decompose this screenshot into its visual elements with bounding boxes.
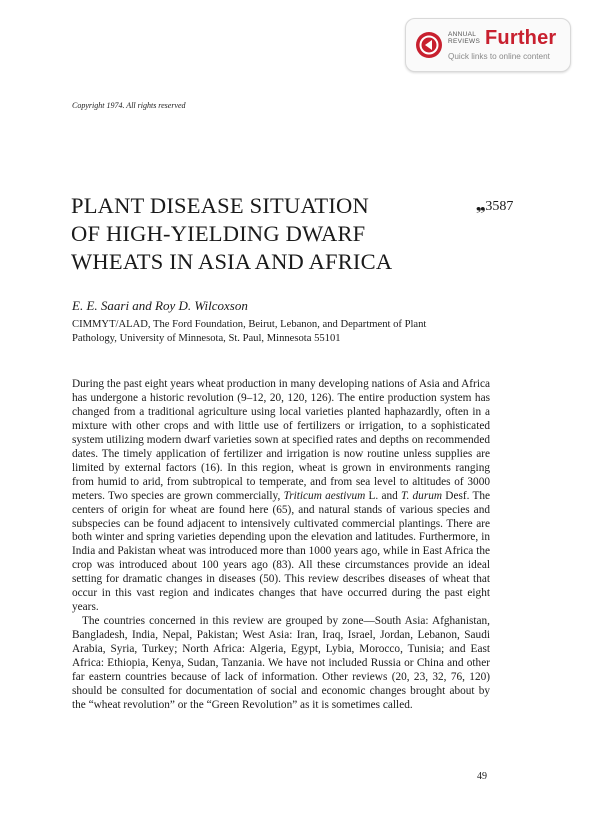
title-line: WHEATS IN ASIA AND AFRICA (71, 249, 393, 274)
species-name: T. durum (401, 489, 443, 502)
title-line: OF HIGH-YIELDING DWARF (71, 221, 366, 246)
further-logo-icon (416, 32, 442, 58)
article-id-marker: ❠3587 (476, 199, 514, 214)
annual-reviews-further-badge[interactable] (405, 18, 571, 72)
title-line: PLANT DISEASE SITUATION (71, 193, 369, 218)
copyright-notice: Copyright 1974. All rights reserved (72, 101, 186, 110)
page-number: 49 (477, 771, 487, 782)
species-name: Triticum aestivum (283, 489, 366, 502)
badge-annual-reviews-label: ANNUAL REVIEWS (448, 31, 481, 45)
article-body (72, 378, 490, 713)
affiliation: CIMMYT/ALAD, The Ford Foundation, Beirut, Lebanon, and Department of Plant Pathology, University of Minnesota, St. Paul, Minnesota 55101 (72, 319, 427, 344)
badge-subtitle: Quick links to online content (448, 52, 550, 61)
badge-further-label: Further (485, 27, 557, 49)
paragraph-intro: During the past eight years wheat production in many developing nations of Asia and Africa has undergone a historic revolution (9–12, 20, 120, 126). The entire production system has changed from a traditional agriculture using local varieties planted haphazardly, often in a mixture with other crops and with little use of fertilizers or irrigation, to a sophisticated system utilizing modern dwarf varieties sown at specified rates and depths on recommended dates. The timely application of fertilizer and irrigation is now routine unless supplies are limited by external factors (16). In this region, wheat is grown in environments ranging from humid to arid, from subtropical to temperate, and from sea level to altitudes of 3000 meters. Two species are grown commercially, Triticum aestivum L. and T. durum Desf. The centers of origin for wheat are found here (65), and natural stands of various species and subspecies can be found adjacent to intensively cultivated commercial plantings. There are both winter and spring varieties depending upon the elevation and latitudes. Furthermore, in India and Pakistan wheat was introduced more than 1000 years ago, while in East Africa the crop was introduced about 100 years ago (83). All these circumstances provide an ideal setting for dramatic changes in diseases (50). This review describes diseases of wheat that occur in this vast region and indicates changes that have occurred during the past eight years. (72, 378, 491, 614)
article-title (71, 192, 461, 276)
paragraph-countries: The countries concerned in this review are grouped by zone—South Asia: Afghanistan, Bangladesh, India, Nepal, Pakistan; West Asia: Iran, Iraq, Israel, Jordan, Lebanon, Saudi Arabia, Syria, Turkey; North Africa: Algeria, Egypt, Lybia, Morocco, Tunisia; and East Africa: Ethiopia, Kenya, Sudan, Tanzania. We have not included Russia or China and other far eastern countries because of lack of information. Other reviews (20, 23, 32, 76, 120) should be consulted for documentation of social and economic changes brought about by the “wheat revolution” or the “Green Revolution” as it is sometimes called. (72, 615, 490, 711)
authors: E. E. Saari and Roy D. Wilcoxson (72, 298, 248, 313)
